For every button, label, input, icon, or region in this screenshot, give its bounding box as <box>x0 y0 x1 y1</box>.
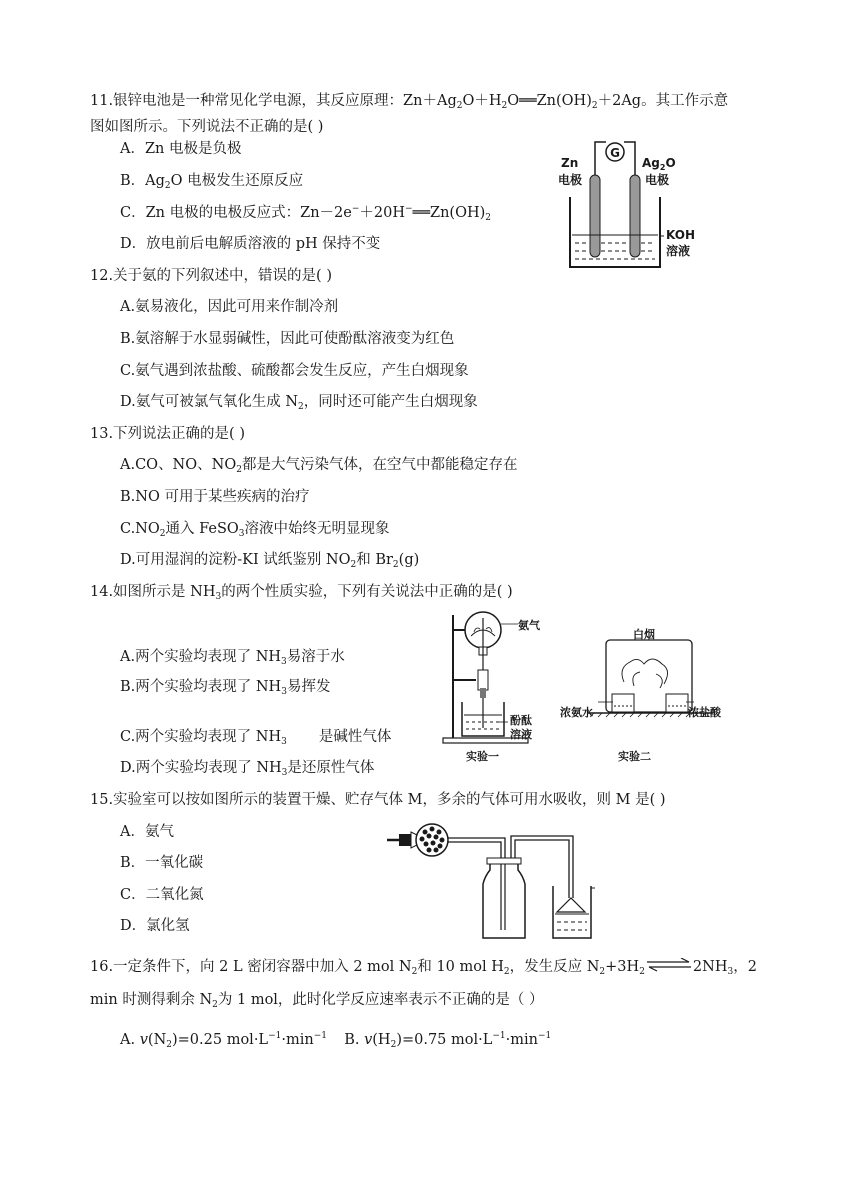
text-fragment: O══Zn(OH) <box>507 93 592 109</box>
text-fragment: B．一氧化碳 <box>120 855 204 871</box>
text-fragment: −1 <box>492 1031 506 1041</box>
q16-option-a[interactable] <box>120 1032 327 1048</box>
q16-line2 <box>90 990 544 1010</box>
q11-option-b[interactable] <box>120 171 303 191</box>
text-fragment: v <box>364 1032 373 1048</box>
q13-option-a[interactable] <box>120 455 517 475</box>
q16-options-row <box>120 1030 551 1050</box>
text-fragment: 3 <box>281 737 287 747</box>
phenolphthalein-label-2: 溶液 <box>510 728 532 741</box>
text-fragment: 3 <box>727 967 734 977</box>
text-fragment: ，同时还可能产生白烟现象 <box>303 394 478 410</box>
text-fragment: (g) <box>398 552 420 568</box>
q14-option-c[interactable] <box>120 727 391 747</box>
text-fragment: B.氨溶解于水显弱碱性，因此可使酚酞溶液变为红色 <box>120 331 455 347</box>
zn-electrode-label-2: 电极 <box>558 173 583 187</box>
q14-option-d[interactable] <box>120 758 374 778</box>
text-fragment: D.两个实验均表现了 NH <box>120 760 282 776</box>
conc-hcl-label: 浓盐酸 <box>688 706 721 719</box>
text-fragment: 2 <box>236 465 242 475</box>
text-fragment: B．Ag <box>120 173 165 189</box>
text-fragment: ·min <box>505 1032 538 1048</box>
text-fragment: 2 <box>599 967 606 977</box>
q14-stem <box>90 582 513 602</box>
q11-option-a[interactable] <box>120 139 242 159</box>
white-smoke-label: 白烟 <box>633 628 655 641</box>
text-fragment: −1 <box>313 1031 327 1041</box>
text-fragment: A.两个实验均表现了 NH <box>120 649 282 665</box>
text-fragment: 12.关于氨的下列叙述中，错误的是( ) <box>90 268 332 284</box>
text-fragment: v <box>139 1032 148 1048</box>
q15-option-d[interactable] <box>120 916 190 936</box>
ag2o-electrode-label-2: 电极 <box>645 173 670 187</box>
text-fragment: 2NH <box>692 959 728 975</box>
text-fragment: 图如图所示。下列说法不正确的是( ) <box>90 119 324 135</box>
text-fragment: 2 <box>392 560 399 570</box>
text-fragment: O <box>665 156 676 170</box>
text-fragment: 溶液中始终无明显现象 <box>244 521 390 537</box>
text-fragment: A．Zn 电极是负极 <box>120 141 242 157</box>
q14-option-b[interactable] <box>120 677 330 697</box>
text-fragment: 为 1 mol，此时化学反应速率表示不正确的是（ ） <box>217 992 544 1008</box>
experiment-two-label: 实验二 <box>618 750 651 763</box>
text-fragment: (N <box>147 1032 167 1048</box>
q12-option-a[interactable] <box>120 297 338 317</box>
q13-option-b[interactable] <box>120 487 309 507</box>
text-fragment: 2 <box>390 1040 397 1050</box>
text-fragment: +3H <box>605 959 640 975</box>
text-fragment: 2 <box>411 967 418 977</box>
text-fragment: −1 <box>268 1031 282 1041</box>
text-fragment: A. <box>120 1032 140 1048</box>
text-fragment: D．放电前后电解质溶液的 pH 保持不变 <box>120 236 381 252</box>
q12-option-b[interactable] <box>120 329 454 349</box>
text-fragment: ，2 <box>733 959 757 975</box>
text-fragment: − <box>351 204 360 214</box>
q11-option-d[interactable] <box>120 234 380 254</box>
text-fragment: 2 <box>298 402 304 412</box>
text-fragment: 2 <box>639 967 645 977</box>
q16-line1 <box>90 957 757 977</box>
text-fragment: 3 <box>238 529 245 539</box>
text-fragment: 13.下列说法正确的是( ) <box>90 426 245 442</box>
koh-label-2: 溶液 <box>666 244 691 258</box>
text-fragment: 14.如图所示是 NH <box>90 584 216 600</box>
q15-option-a[interactable] <box>120 822 174 842</box>
phenolphthalein-label: 酚酞 <box>510 714 532 727</box>
text-fragment: 2 <box>350 560 357 570</box>
text-fragment: ·min <box>281 1032 314 1048</box>
text-fragment: 16.一定条件下，向 2 L 密闭容器中加入 2 mol N <box>90 959 412 975</box>
text-fragment: C.氨气遇到浓盐酸、硫酸都会发生反应，产生白烟现象 <box>120 363 469 379</box>
text-fragment: 11.银锌电池是一种常见化学电源，其反应原理：Zn＋Ag <box>90 93 457 109</box>
q15-option-c[interactable] <box>120 885 204 905</box>
text-fragment: D．氯化氢 <box>120 918 190 934</box>
q16-option-b[interactable] <box>344 1032 551 1048</box>
text-fragment: 2 <box>501 101 508 111</box>
text-fragment: −1 <box>538 1031 552 1041</box>
text-fragment: O 电极发生还原反应 <box>170 173 304 189</box>
ammonia-experiments-diagram <box>438 610 738 770</box>
text-fragment: B.NO 可用于某些疾病的治疗 <box>120 489 310 505</box>
gas-collection-apparatus <box>385 818 615 943</box>
zn-electrode-label: Zn <box>561 156 579 170</box>
text-fragment: C.NO <box>120 521 160 537</box>
text-fragment: 3 <box>281 768 288 778</box>
text-fragment: B.两个实验均表现了 NH <box>120 679 282 695</box>
text-fragment: ＋20H <box>359 205 405 221</box>
ag2o-electrode-label <box>642 156 676 172</box>
text-fragment: 2 <box>485 213 492 223</box>
text-fragment: 和 10 mol H <box>417 959 504 975</box>
q13-option-d[interactable] <box>120 550 419 570</box>
text-fragment: 3 <box>281 657 287 667</box>
text-fragment: 2 <box>591 101 598 111</box>
text-fragment: )=0.25 mol·L <box>172 1032 269 1048</box>
ammonia-label: 氨气 <box>518 619 540 632</box>
q14-option-a[interactable] <box>120 647 345 667</box>
text-fragment: 2 <box>159 529 166 539</box>
text-fragment: D.氨气可被氯气氧化生成 N <box>120 394 299 410</box>
text-fragment: O＋H <box>462 93 502 109</box>
battery-diagram <box>555 135 705 275</box>
q12-option-d[interactable] <box>120 392 478 412</box>
text-fragment: 是碱性气体 <box>318 729 392 745</box>
q11-option-c[interactable] <box>120 203 491 223</box>
text-fragment: 2 <box>659 163 666 172</box>
text-fragment: 的两个性质实验，下列有关说法中正确的是( ) <box>221 584 513 600</box>
text-fragment: A.CO、NO、NO <box>120 457 237 473</box>
text-fragment: A．氨气 <box>120 824 174 840</box>
text-fragment: 易挥发 <box>286 679 331 695</box>
text-fragment: 2 <box>212 1000 218 1010</box>
q13-stem <box>90 424 245 444</box>
text-fragment: − <box>405 204 413 214</box>
text-fragment: 2 <box>503 967 510 977</box>
text-fragment: 15.实验室可以按如图所示的装置干燥、贮存气体 M，多余的气体可用水吸收，则 M 是( ) <box>90 792 666 808</box>
experiment-one-label: 实验一 <box>466 750 499 763</box>
q12-stem <box>90 266 332 286</box>
text-fragment: C．二氧化氮 <box>120 887 204 903</box>
text-fragment: C．Zn 电极的电极反应式：Zn－2e <box>120 205 352 221</box>
text-fragment: 通入 FeSO <box>165 521 239 537</box>
text-fragment: Ag <box>642 156 660 170</box>
text-fragment: D.可用湿润的淀粉-KI 试纸鉴别 NO <box>120 552 351 568</box>
conc-ammonia-label: 浓氨水 <box>560 706 593 719</box>
text-fragment: 都是大气污染气体，在空气中都能稳定存在 <box>241 457 518 473</box>
text-fragment: 2 <box>456 101 463 111</box>
text-fragment: 和 Br <box>356 552 393 568</box>
text-fragment: min 时测得剩余 N <box>90 992 213 1008</box>
text-fragment: 是还原性气体 <box>287 760 375 776</box>
text-fragment: 3 <box>281 687 287 697</box>
text-fragment: A.氨易液化，因此可用来作制冷剂 <box>120 299 339 315</box>
text-fragment: 2 <box>166 1040 172 1050</box>
q12-option-c[interactable] <box>120 361 469 381</box>
text-fragment: 易溶于水 <box>286 649 345 665</box>
q15-stem <box>90 790 666 810</box>
galvanometer-label: G <box>610 146 620 160</box>
text-fragment: (H <box>372 1032 391 1048</box>
q15-option-b[interactable] <box>120 853 203 873</box>
q11-stem-line1 <box>90 91 728 111</box>
text-fragment: ＋2Ag。其工作示意 <box>597 93 729 109</box>
text-fragment: )=0.75 mol·L <box>396 1032 493 1048</box>
equilibrium-arrow-icon <box>645 958 693 972</box>
text-fragment: C.两个实验均表现了 NH <box>120 729 282 745</box>
q11-stem-line2 <box>90 117 323 137</box>
koh-label: KOH <box>666 228 696 242</box>
text-fragment: B. <box>344 1032 365 1048</box>
q13-option-c[interactable] <box>120 519 390 539</box>
text-fragment: 2 <box>164 181 171 191</box>
text-fragment: 3 <box>215 592 222 602</box>
text-fragment: ══Zn(OH) <box>412 205 486 221</box>
text-fragment: ，发生反应 N <box>509 959 600 975</box>
